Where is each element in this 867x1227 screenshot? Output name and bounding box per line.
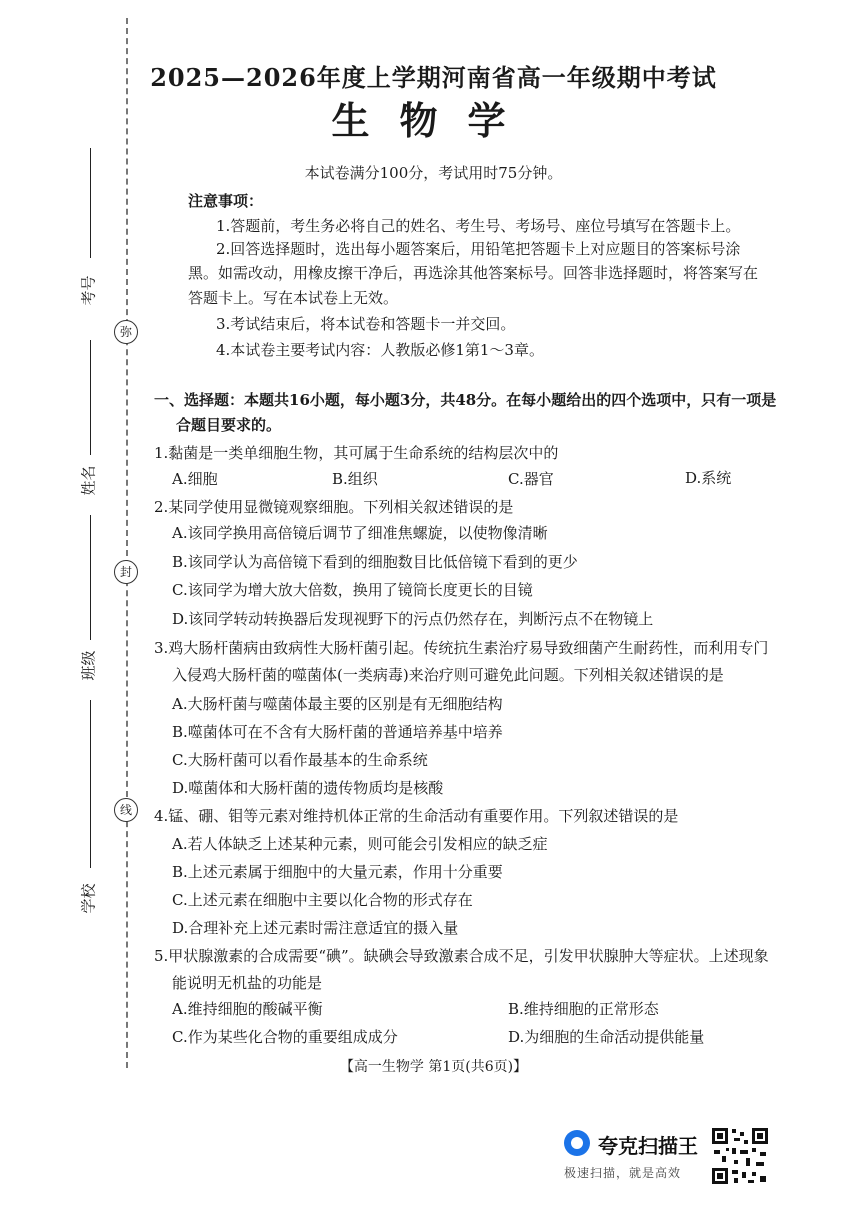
scanner-brand-name: 夸克扫描王 [598,1134,698,1158]
q1-option-b: B.组织 [332,470,378,488]
score-info: 本试卷满分100分，考试用时75分钟。 [304,164,563,182]
notice-line-6: 4.本试卷主要考试内容：人教版必修1第1～3章。 [216,341,544,359]
q5-option-a: A.维持细胞的酸碱平衡 [172,1000,323,1018]
seal-mi: 弥 [114,320,138,344]
q5-option-c: C.作为某些化合物的重要组成成分 [172,1028,398,1046]
q3-option-c: C.大肠杆菌可以看作最基本的生命系统 [172,751,428,769]
q1-option-a: A.细胞 [172,470,218,488]
qr-code-icon [710,1126,770,1186]
label-school: 学校 [79,883,98,914]
label-name: 姓名 [79,465,98,496]
q3-option-b: B.噬菌体可在不含有大肠杆菌的普通培养基中培养 [172,723,503,741]
subject-title: 生物学 [331,98,536,143]
q4-option-c: C.上述元素在细胞中主要以化合物的形式存在 [172,891,473,909]
q3-option-d: D.噬菌体和大肠杆菌的遗传物质均是核酸 [172,779,444,797]
q2-option-d: D.该同学转动转换器后发现视野下的污点仍然存在，判断污点不在物镜上 [172,610,654,628]
q3-stem-line-2: 入侵鸡大肠杆菌的噬菌体(一类病毒)来治疗则可避免此问题。下列相关叙述错误的是 [172,666,724,684]
q2-option-a: A.该同学换用高倍镜后调节了细准焦螺旋，以使物像清晰 [172,524,548,542]
scanner-watermark [564,1124,704,1180]
scanner-tagline: 极速扫描，就是高效 [564,1166,682,1180]
seal-feng: 封 [114,560,138,584]
scanner-logo-icon [564,1130,590,1156]
q1-option-d: D.系统 [685,469,732,487]
label-class: 班级 [79,650,98,681]
section1-line-2: 合题目要求的。 [176,416,282,434]
q4-option-d: D.合理补充上述元素时需注意适宜的摄入量 [172,919,459,937]
q4-option-a: A.若人体缺乏上述某种元素，则可能会引发相应的缺乏症 [172,835,548,853]
line-class [90,515,91,640]
line-name [90,340,91,455]
q5-stem-line-2: 能说明无机盐的功能是 [172,974,323,992]
line-school [90,700,91,868]
q2-option-c: C.该同学为增大放大倍数，换用了镜筒长度更长的目镜 [172,581,533,599]
q2-stem: 2.某同学使用显微镜观察细胞。下列相关叙述错误的是 [154,498,514,516]
notice-line-4: 答题卡上。写在本试卷上无效。 [188,289,399,307]
q1-option-c: C.器官 [508,470,554,488]
notice-line-3: 黑。如需改动，用橡皮擦干净后，再选涂其他答案标号。回答非选择题时，将答案写在 [188,264,759,282]
q3-stem-line-1: 3.鸡大肠杆菌病由致病性大肠杆菌引起。传统抗生素治疗易导致细菌产生耐药性，而利用专门 [154,639,769,657]
q5-stem-line-1: 5.甲状腺激素的合成需要“碘”。缺碘会导致激素合成不足，引发甲状腺肿大等症状。上述现象 [154,947,769,965]
q1-stem: 1.黏菌是一类单细胞生物，其可属于生命系统的结构层次中的 [154,444,559,462]
notice-line-1: 1.答题前，考生务必将自己的姓名、考生号、考场号、座位号填写在答题卡上。 [216,217,741,235]
section1-line-1: 一、选择题：本题共16小题，每小题3分，共48分。在每小题给出的四个选项中，只有一项是 [154,391,777,409]
q5-option-d: D.为细胞的生命活动提供能量 [508,1028,705,1046]
page-footer: 【高一生物学 第1页(共6页)】 [339,1059,528,1075]
label-exam-number: 考号 [79,275,98,306]
notice-line-2: 2.回答选择题时，选出每小题答案后，用铅笔把答题卡上对应题目的答案标号涂 [216,240,741,258]
q5-option-b: B.维持细胞的正常形态 [508,1000,659,1018]
seal-xian: 线 [114,798,138,822]
notice-line-5: 3.考试结束后，将本试卷和答题卡一并交回。 [216,315,516,333]
notice-heading: 注意事项： [188,192,264,210]
exam-title: 2025—2026年度上学期河南省高一年级期中考试 [150,63,717,92]
q4-option-b: B.上述元素属于细胞中的大量元素，作用十分重要 [172,863,503,881]
q4-stem: 4.锰、硼、钼等元素对维持机体正常的生命活动有重要作用。下列叙述错误的是 [154,807,679,825]
q2-option-b: B.该同学认为高倍镜下看到的细胞数目比低倍镜下看到的更少 [172,553,578,571]
q3-option-a: A.大肠杆菌与噬菌体最主要的区别是有无细胞结构 [172,695,503,713]
